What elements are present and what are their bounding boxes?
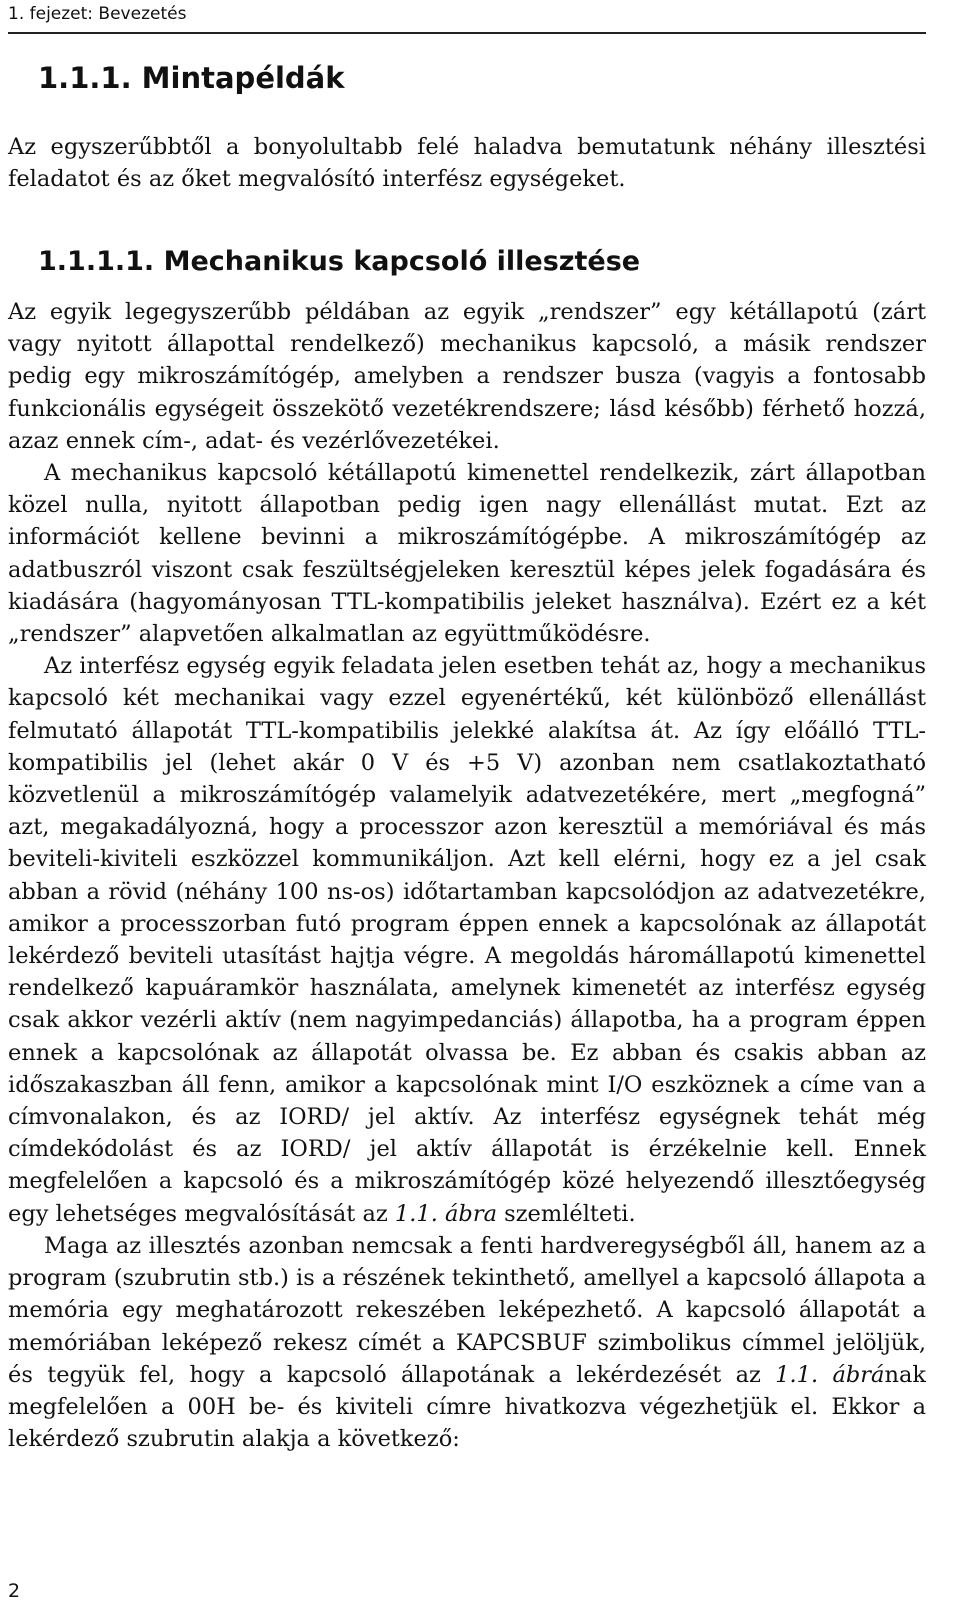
body-text [8, 296, 926, 1455]
subsection-heading: 1.1.1.1. Mechanikus kapcsoló illesztése [38, 246, 641, 277]
figure-reference: 1.1. ábrá [775, 1361, 885, 1388]
paragraph: A mechanikus kapcsoló kétállapotú kimenettel rendelkezik, zárt állapotban közel nulla, nyitott állapotban pedig igen nagy ellenállást mutat. Ezt az információt kellene bevinni a mikroszámítógépbe. A mikroszámítógép az adatbuszról viszont csak feszültségjeleken keresztül képes jelek fogadására és kiadására (hagyományosan TTL-kompatibilis jeleket használva). Ezért ez a két „rendszer” alapvetően alkalmatlan az együttműködésre. [8, 460, 926, 648]
running-title: 1. fejezet: Bevezetés [8, 4, 187, 24]
figure-reference: 1.1. ábra [394, 1200, 497, 1227]
paragraph-text: szemlélteti. [497, 1200, 636, 1227]
paragraph-text: Az interfész egység egyik feladata jelen esetben tehát az, hogy a mechanikus kapcsoló két mechanikai vagy ezzel egyenértékű, két különböző ellenállást felmutató állapotát TTL-kompatibilis jelekké alakítsa át. Az így előálló TTL-kompatibilis jel (lehet akár 0 V és +5 V) azonban nem csatlakoztatható közvetlenül a mikroszámítógép valamelyik adatvezetékére, mert „megfogná” azt, megakadályozná, hogy a processzor azon keresztül a memóriával és más beviteli-kiviteli eszközzel kommunikáljon. Azt kell elérni, hogy ez a jel csak abban a rövid (néhány 100 ns-os) időtartamban kapcsolódjon az adatvezetékre, amikor a processzorban futó program éppen ennek a kapcsolónak az állapotát lekérdező beviteli utasítást hajtja végre. A megoldás háromállapotú kimenettel rendelkező kapuáramkör használata, amelynek kimenetét az interfész egység csak akkor vezérli aktív (nem nagyimpedanciás) állapotba, ha a program éppen ennek a kapcsolónak az állapotát olvassa be. Ez abban és csakis abban az időszakaszban áll fenn, amikor a kapcsolónak mint I/O eszköznek a címe van a címvonalakon, és az IORD/ jel aktív. Az interfész egységnek tehát még címdekódolást és az IORD/ jel aktív állapotát is érzékelnie kell. Ennek megfelelően a kapcsoló és a mikroszámítógép közé helyezendő illesztőegység egy lehetséges megvalósítását az [8, 653, 926, 1227]
intro-paragraph: Az egyszerűbbtől a bonyolultabb felé haladva bemutatunk néhány illesztési feladatot és az őket megvalósító interfész egységeket. [8, 134, 926, 192]
paragraph-text: Maga az illesztés azonban nemcsak a fenti hardveregységből áll, hanem az a program (szubrutin stb.) is a részének tekinthető, amellyel a kapcsoló állapota a memória egy meghatározott rekeszében leképezhető. A kapcsoló állapotát a memóriában leképező rekesz címét a KAPCSBUF szimbolikus címmel jelöljük, és tegyük fel, hogy a kapcsoló állapotának a lekérdezését az [8, 1232, 926, 1388]
paragraph: Az egyik legegyszerűbb példában az egyik „rendszer” egy kétállapotú (zárt vagy nyitott állapottal rendelkező) mechanikus kapcsoló, a másik rendszer pedig egy mikroszámítógép, amelyben a rendszer busza (vagyis a fontosabb funkcionális egységeit összekötő vezetékrendszere; lásd később) férhető hozzá, azaz ennek cím-, adat- és vezérlővezetékei. [8, 299, 926, 454]
page-number: 2 [8, 1580, 21, 1602]
section-heading: 1.1.1. Mintapéldák [38, 61, 345, 95]
paragraph-text: nak megfelelően a 00H be- és kiviteli címre hivatkozva végezhetjük el. Ekkor a lekérdező szubrutin alakja a következő: [8, 1361, 926, 1453]
running-header [8, 0, 926, 34]
paragraph [8, 650, 926, 1230]
paragraph [8, 1230, 926, 1455]
